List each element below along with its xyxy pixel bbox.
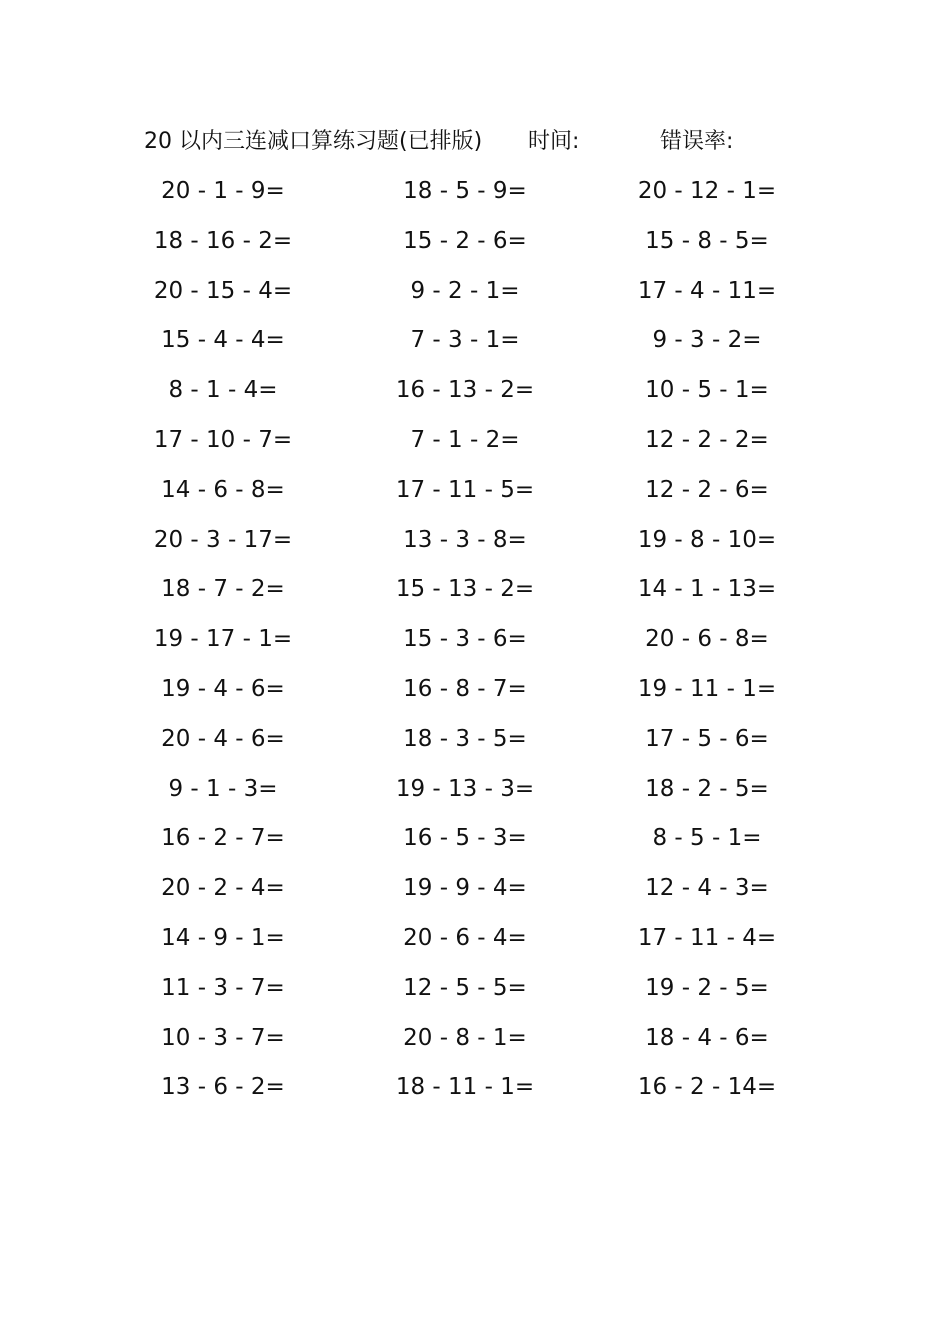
problem-item: 16 - 8 - 7=	[403, 675, 527, 702]
problem-item: 19 - 13 - 3=	[395, 775, 535, 802]
problem-item: 20 - 4 - 6=	[161, 725, 285, 752]
problem-item: 20 - 2 - 4=	[161, 875, 285, 902]
worksheet-title: 20 以内三连减口算练习题(已排版)	[144, 129, 483, 154]
problem-item: 19 - 4 - 6=	[161, 675, 285, 702]
problem-item: 20 - 15 - 4=	[153, 277, 293, 304]
problem-row	[0, 969, 950, 1019]
problem-item: 14 - 9 - 1=	[161, 924, 285, 951]
problem-item: 16 - 13 - 2=	[395, 377, 535, 404]
problem-item: 19 - 9 - 4=	[403, 875, 527, 902]
problem-item: 17 - 10 - 7=	[153, 426, 293, 453]
problem-item: 15 - 13 - 2=	[395, 576, 535, 603]
problem-item: 15 - 8 - 5=	[645, 227, 769, 254]
error-rate-label: 错误率:	[660, 129, 734, 154]
problem-item: 18 - 7 - 2=	[161, 576, 285, 603]
problem-row	[0, 570, 950, 620]
problem-item: 17 - 11 - 4=	[637, 924, 777, 951]
problem-grid	[0, 172, 950, 1118]
problem-item: 19 - 2 - 5=	[645, 974, 769, 1001]
problem-row	[0, 321, 950, 371]
problem-item: 20 - 12 - 1=	[637, 178, 777, 204]
problem-item: 16 - 2 - 14=	[637, 1074, 777, 1101]
problem-item: 7 - 1 - 2=	[410, 426, 520, 453]
problem-item: 20 - 6 - 4=	[403, 924, 527, 951]
problem-item: 11 - 3 - 7=	[161, 974, 285, 1001]
problem-item: 20 - 6 - 8=	[645, 626, 769, 653]
problem-row	[0, 471, 950, 521]
problem-row	[0, 919, 950, 969]
problem-row	[0, 421, 950, 471]
problem-item: 12 - 4 - 3=	[645, 875, 769, 902]
problem-row	[0, 272, 950, 322]
problem-item: 17 - 11 - 5=	[395, 476, 535, 503]
problem-item: 9 - 1 - 3=	[168, 775, 278, 802]
time-label: 时间:	[528, 129, 580, 154]
problem-item: 12 - 2 - 2=	[645, 426, 769, 453]
problem-row	[0, 720, 950, 770]
problem-item: 9 - 3 - 2=	[652, 327, 762, 354]
problem-item: 8 - 5 - 1=	[652, 825, 762, 852]
problem-item: 18 - 16 - 2=	[153, 227, 293, 254]
problem-row	[0, 770, 950, 820]
problem-row	[0, 1068, 950, 1118]
problem-item: 16 - 5 - 3=	[403, 825, 527, 852]
problem-row	[0, 1019, 950, 1069]
problem-item: 18 - 5 - 9=	[403, 178, 527, 204]
problem-item: 20 - 1 - 9=	[161, 178, 285, 204]
problem-item: 12 - 5 - 5=	[403, 974, 527, 1001]
problem-item: 9 - 2 - 1=	[410, 277, 520, 304]
problem-row	[0, 172, 950, 222]
problem-row	[0, 521, 950, 571]
problem-row	[0, 371, 950, 421]
problem-item: 15 - 3 - 6=	[403, 626, 527, 653]
problem-item: 15 - 2 - 6=	[403, 227, 527, 254]
problem-item: 18 - 4 - 6=	[645, 1024, 769, 1051]
problem-row	[0, 819, 950, 869]
problem-item: 7 - 3 - 1=	[410, 327, 520, 354]
problem-item: 19 - 8 - 10=	[637, 526, 777, 553]
problem-item: 14 - 1 - 13=	[637, 576, 777, 603]
problem-item: 19 - 11 - 1=	[637, 675, 777, 702]
problem-item: 13 - 6 - 2=	[161, 1074, 285, 1101]
problem-item: 10 - 5 - 1=	[645, 377, 769, 404]
problem-item: 12 - 2 - 6=	[645, 476, 769, 503]
problem-item: 18 - 2 - 5=	[645, 775, 769, 802]
problem-item: 20 - 8 - 1=	[403, 1024, 527, 1051]
problem-item: 10 - 3 - 7=	[161, 1024, 285, 1051]
problem-item: 17 - 5 - 6=	[645, 725, 769, 752]
problem-row	[0, 670, 950, 720]
worksheet-header	[0, 124, 950, 160]
problem-row	[0, 222, 950, 272]
problem-item: 20 - 3 - 17=	[153, 526, 293, 553]
problem-row	[0, 869, 950, 919]
problem-item: 15 - 4 - 4=	[161, 327, 285, 354]
problem-item: 17 - 4 - 11=	[637, 277, 777, 304]
problem-row	[0, 620, 950, 670]
problem-item: 8 - 1 - 4=	[168, 377, 278, 404]
problem-item: 14 - 6 - 8=	[161, 476, 285, 503]
problem-item: 13 - 3 - 8=	[403, 526, 527, 553]
problem-item: 18 - 3 - 5=	[403, 725, 527, 752]
problem-item: 19 - 17 - 1=	[153, 626, 293, 653]
problem-item: 16 - 2 - 7=	[161, 825, 285, 852]
problem-item: 18 - 11 - 1=	[395, 1074, 535, 1101]
